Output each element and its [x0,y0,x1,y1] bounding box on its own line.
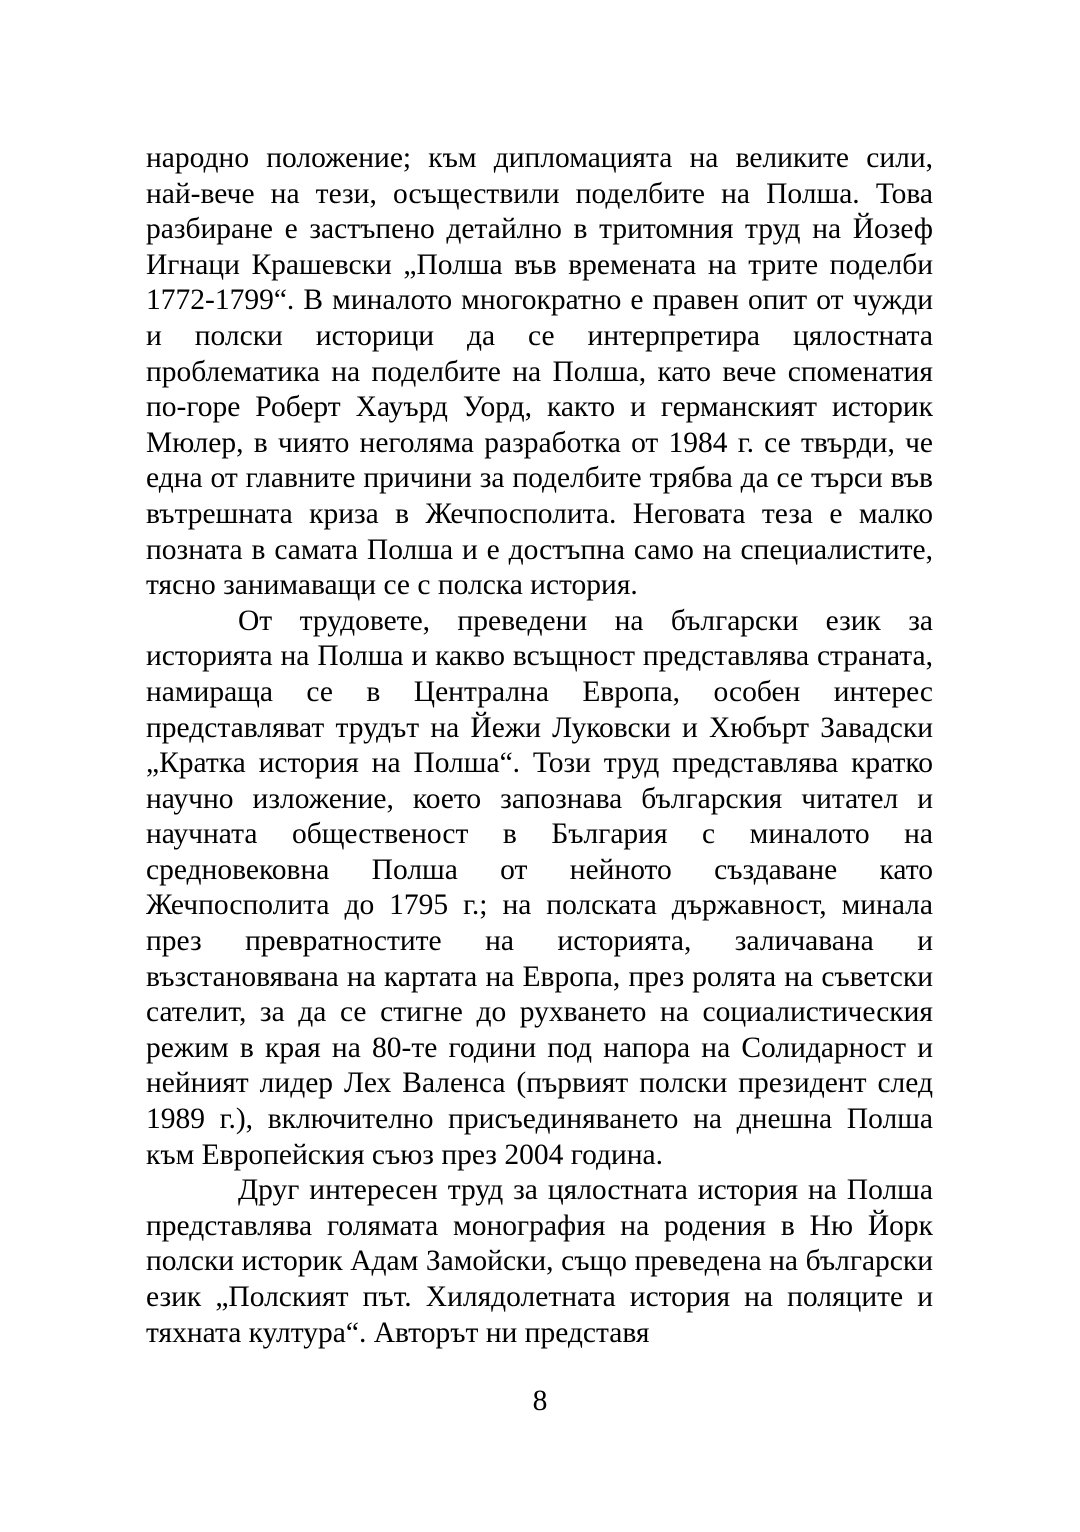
paragraph-2: От трудовете, преведени на български език за историята на Полша и какво всъщност представлява страната, намираща се в Централна Европа, особен интерес представляват трудът на Йежи Луковски и Хюбърт Завадски „Кратка история на Полша“. Този труд представлява кратко научно изложение, което запознава българския читател и научната общественост в България с миналото на средновековна Полша от нейното създаване като Жечпосполита до 1795 г.; на полската държавност, минала през превратностите на историята, заличавана и възстановявана на картата на Европа, през ролята на съветски сателит, за да се стигне до рухването на социалистическия режим в края на 80-те години под напора на Солидарност и нейният лидер Лех Валенса (първият полски президент след 1989 г.), включително присъединяването на днешна Полша към Европейския съюз през 2004 година. [146,604,933,1171]
paragraph-3: Друг интересен труд за цялостната история на Полша представлява голямата монография на родения в Ню Йорк полски историк Адам Замойски, също преведена на български език „Полският път. Хилядолетната история на поляците и тяхната култура“. Авторът ни представя [146,1174,933,1349]
page-number: 8 [532,1385,548,1417]
body-text [146,141,933,1351]
paragraph-1: народно положение; към дипломацията на великите сили, най-вече на тези, осъществили поделбите на Полша. Това разбиране е застъпено детайлно в тритомния труд на Йозеф Игнаци Крашевски „Полша във времената на трите поделби 1772-1799“. В миналото многократно е правен опит от чужди и полски историци да се интерпретира цялостната проблематика на поделбите на Полша, като вече споменатия по-горе Роберт Хауърд Уорд, както и германският историк Мюлер, в чиято неголяма разработка от 1984 г. се твърди, че една от главните причини за поделбите трябва да се търси във вътрешната криза в Жечпосполита. Неговата теза е малко позната в самата Полша и е достъпна само на специалистите, тясно занимаващи се с полска история. [146,142,933,602]
